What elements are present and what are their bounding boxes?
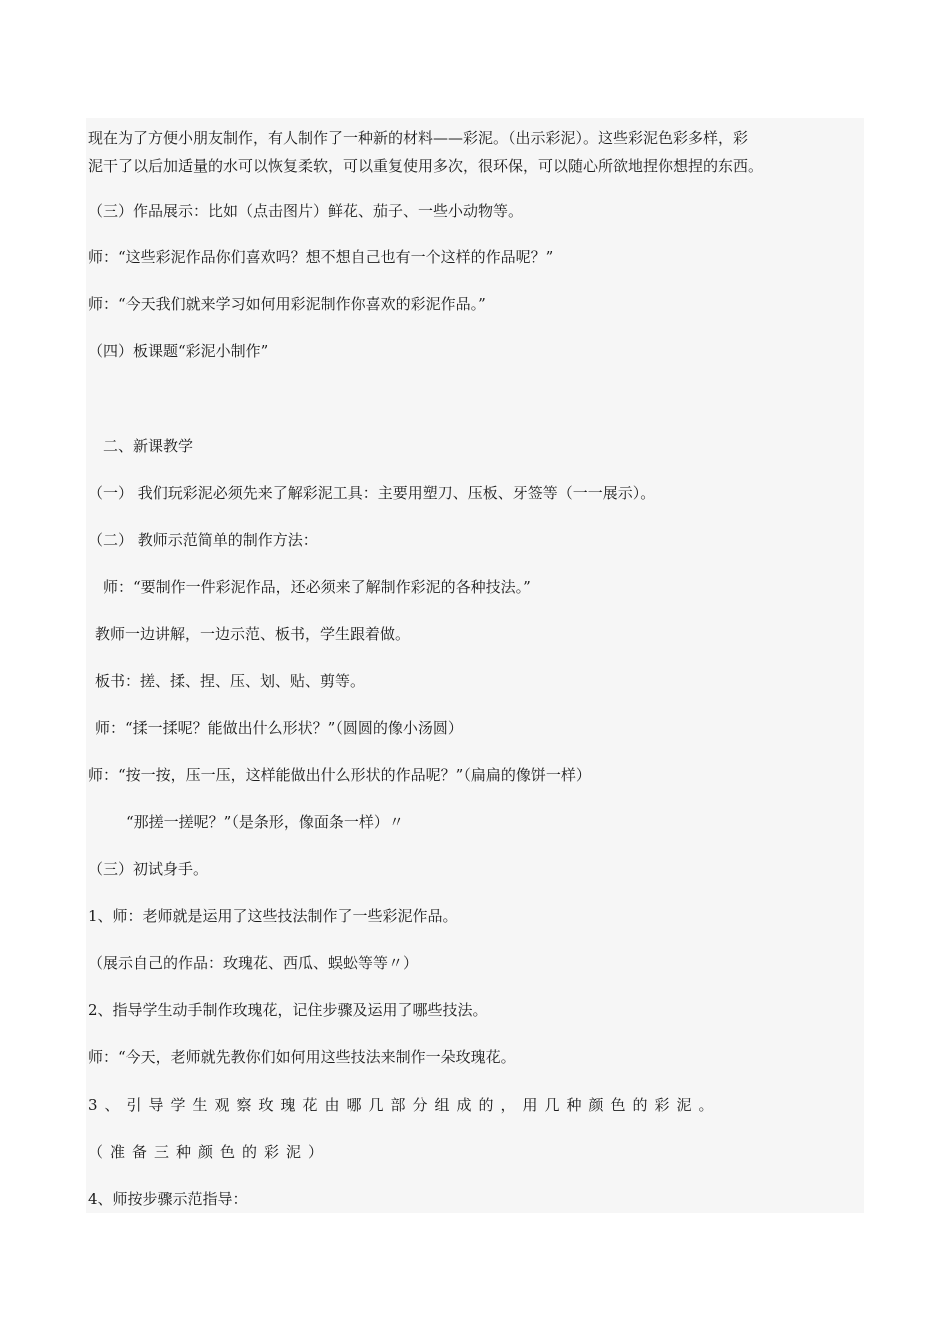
paragraph-step-3-prepare: （准备三种颜色的彩泥） <box>88 1143 331 1161</box>
paragraph-teacher-today: 师：“今天我们就来学习如何用彩泥制作你喜欢的彩泥作品。” <box>88 295 486 313</box>
paragraph-board-writing: 板书：搓、揉、捏、压、划、贴、剪等。 <box>95 672 366 690</box>
intro-line-1: 现在为了方便小朋友制作，有人制作了一种新的材料——彩泥。（出示彩泥）。这些彩泥色彩多样，彩 <box>88 129 749 147</box>
paragraph-teacher-question: 师：“这些彩泥作品你们喜欢吗？想不想自己也有一个这样的作品呢？” <box>88 248 554 266</box>
section-heading-new-lesson: 二、新课教学 <box>103 437 194 455</box>
paragraph-roll: “那搓一搓呢？”（是条形，像面条一样）〃 <box>126 813 404 831</box>
paragraph-demo-method: （二） 教师示范简单的制作方法： <box>88 531 318 549</box>
paragraph-step-2-teacher: 师：“今天，老师就先教你们如何用这些技法来制作一朵玫瑰花。 <box>88 1048 516 1066</box>
paragraph-step-1-works: （展示自己的作品：玫瑰花、西瓜、蜈蚣等等〃） <box>88 954 419 972</box>
paragraph-rub: 师：“揉一揉呢？能做出什么形状？”（圆圆的像小汤圆） <box>95 719 463 737</box>
paragraph-step-4: 4、师按步骤示范指导： <box>88 1190 248 1208</box>
intro-line-2: 泥干了以后加适量的水可以恢复柔软，可以重复使用多次，很环保，可以随心所欲地捏你想捏的东西。 <box>88 157 764 175</box>
paragraph-techniques: 师：“要制作一件彩泥作品，还必须来了解制作彩泥的各种技法。” <box>103 578 531 596</box>
paragraph-step-3: 3、引导学生观察玫瑰花由哪几部分组成的，用几种颜色的彩泥。 <box>88 1096 721 1114</box>
paragraph-lesson-title: （四）板课题“彩泥小制作” <box>88 342 269 360</box>
paragraph-step-2: 2、指导学生动手制作玫瑰花，记住步骤及运用了哪些技法。 <box>88 1001 488 1019</box>
paragraph-press: 师：“按一按，压一压，这样能做出什么形状的作品呢？”（扁扁的像饼一样） <box>88 766 591 784</box>
paragraph-tools: （一） 我们玩彩泥必须先来了解彩泥工具：主要用塑刀、压板、牙签等（一一展示）。 <box>88 484 656 502</box>
paragraph-explain: 教师一边讲解，一边示范、板书，学生跟着做。 <box>95 625 411 643</box>
paragraph-try: （三）初试身手。 <box>88 860 209 878</box>
paragraph-step-1: 1、师：老师就是运用了这些技法制作了一些彩泥作品。 <box>88 907 458 925</box>
paragraph-works-display: （三）作品展示：比如（点击图片）鲜花、茄子、一些小动物等。 <box>88 202 524 220</box>
intro-paragraph <box>88 124 860 180</box>
